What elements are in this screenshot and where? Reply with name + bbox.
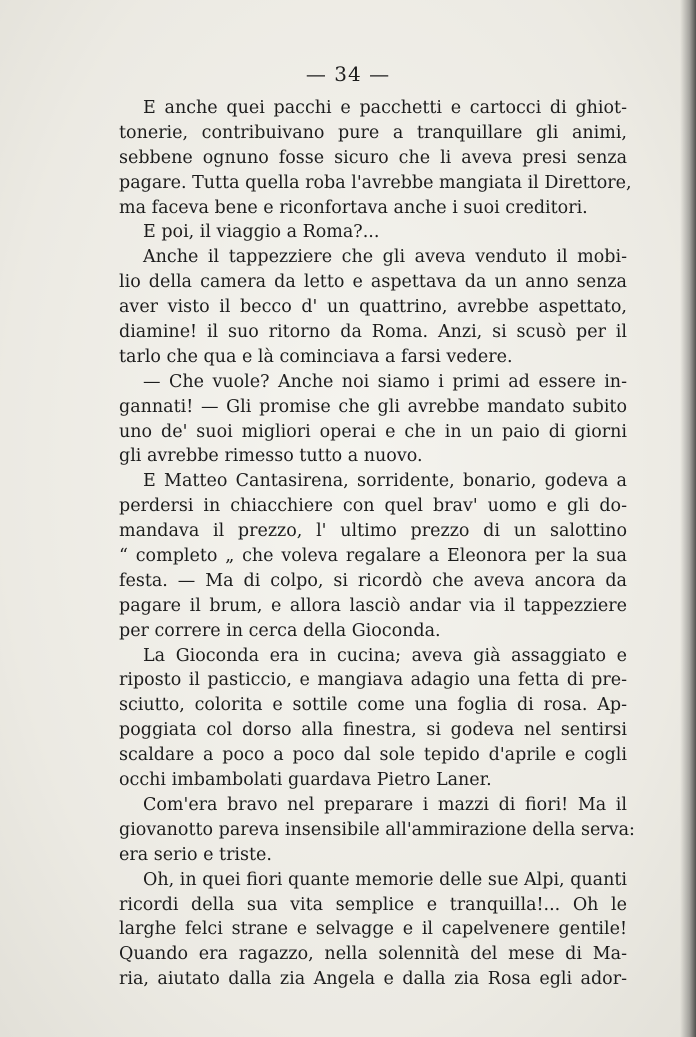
text-line: tarlo che qua e là cominciava a farsi vedere. — [119, 346, 513, 367]
text-line: poggiata col dorso alla finestra, si godeva nel sentirsi — [119, 720, 627, 741]
text-line: perdersi in chiacchiere con quel brav' uomo e gli do- — [119, 496, 627, 517]
text-line: diamine! il suo ritorno da Roma. Anzi, si scusò per il — [119, 322, 627, 343]
text-line: uno de' suoi migliori operai e che in un paio di giorni — [119, 421, 627, 442]
text-line: E poi, il viaggio a Roma?... — [143, 222, 380, 243]
text-line: tonerie, contribuivano pure a tranquillare gli animi, — [119, 122, 627, 143]
text-line: larghe felci strane e selvagge e il capelvenere gentile! — [119, 919, 627, 940]
page-binding-edge — [680, 0, 696, 1037]
text-line: giovanotto pareva insensibile all'ammirazione della serva: — [119, 819, 635, 840]
text-line: — Che vuole? Anche noi siamo i primi ad essere in- — [143, 371, 627, 392]
text-line: gannati! — Gli promise che gli avrebbe mandato subito — [119, 396, 627, 417]
text-line: “ completo „ che voleva regalare a Eleonora per la sua — [119, 546, 627, 567]
text-line: gli avrebbe rimesso tutto a nuovo. — [119, 446, 423, 467]
text-line: Quando era ragazzo, nella solennità del mese di Ma- — [119, 944, 627, 965]
text-line: scaldare a poco a poco dal sole tepido d'aprile e cogli — [119, 745, 627, 766]
text-line: E Matteo Cantasirena, sorridente, bonario, godeva a — [143, 471, 627, 492]
text-line: lio della camera da letto e aspettava da un anno senza — [119, 272, 627, 293]
text-line: sciutto, colorita e sottile come una foglia di rosa. Ap- — [119, 695, 627, 716]
text-line: sebbene ognuno fosse sicuro che li aveva presi senza — [119, 147, 627, 168]
text-line: festa. — Ma di colpo, si ricordò che aveva ancora da — [119, 570, 627, 591]
text-line: aver visto il becco d' un quattrino, avrebbe aspettato, — [119, 297, 627, 318]
text-line: La Gioconda era in cucina; aveva già assaggiato e — [143, 645, 627, 666]
text-line: ria, aiutato dalla zia Angela e dalla zia Rosa egli ador- — [119, 969, 627, 990]
text-line: E anche quei pacchi e pacchetti e cartocci di ghiot- — [143, 98, 627, 118]
text-line: ricordi della sua vita semplice e tranquilla!... Oh le — [119, 894, 627, 915]
text-line: riposto il pasticcio, e mangiava adagio una fetta di pre- — [119, 670, 627, 691]
body-text — [119, 96, 635, 992]
text-line: Anche il tappezziere che gli aveva venduto il mobi- — [143, 247, 627, 268]
text-line: per correre in cerca della Gioconda. — [119, 620, 441, 641]
text-line: Com'era bravo nel preparare i mazzi di fiori! Ma il — [143, 794, 627, 815]
text-line: pagare il brum, e allora lasciò andar via il tappezziere — [119, 595, 627, 616]
text-line: Oh, in quei fiori quante memorie delle sue Alpi, quanti — [143, 869, 627, 890]
text-line: pagare. Tutta quella roba l'avrebbe mangiata il Direttore, — [119, 172, 632, 193]
text-line: mandava il prezzo, l' ultimo prezzo di un salottino — [119, 521, 627, 542]
text-line: era serio e triste. — [119, 844, 272, 865]
text-line: occhi imbambolati guardava Pietro Laner. — [119, 770, 492, 791]
page-number: — 34 — — [305, 62, 391, 86]
text-line: ma faceva bene e riconfortava anche i suoi creditori. — [119, 197, 588, 218]
